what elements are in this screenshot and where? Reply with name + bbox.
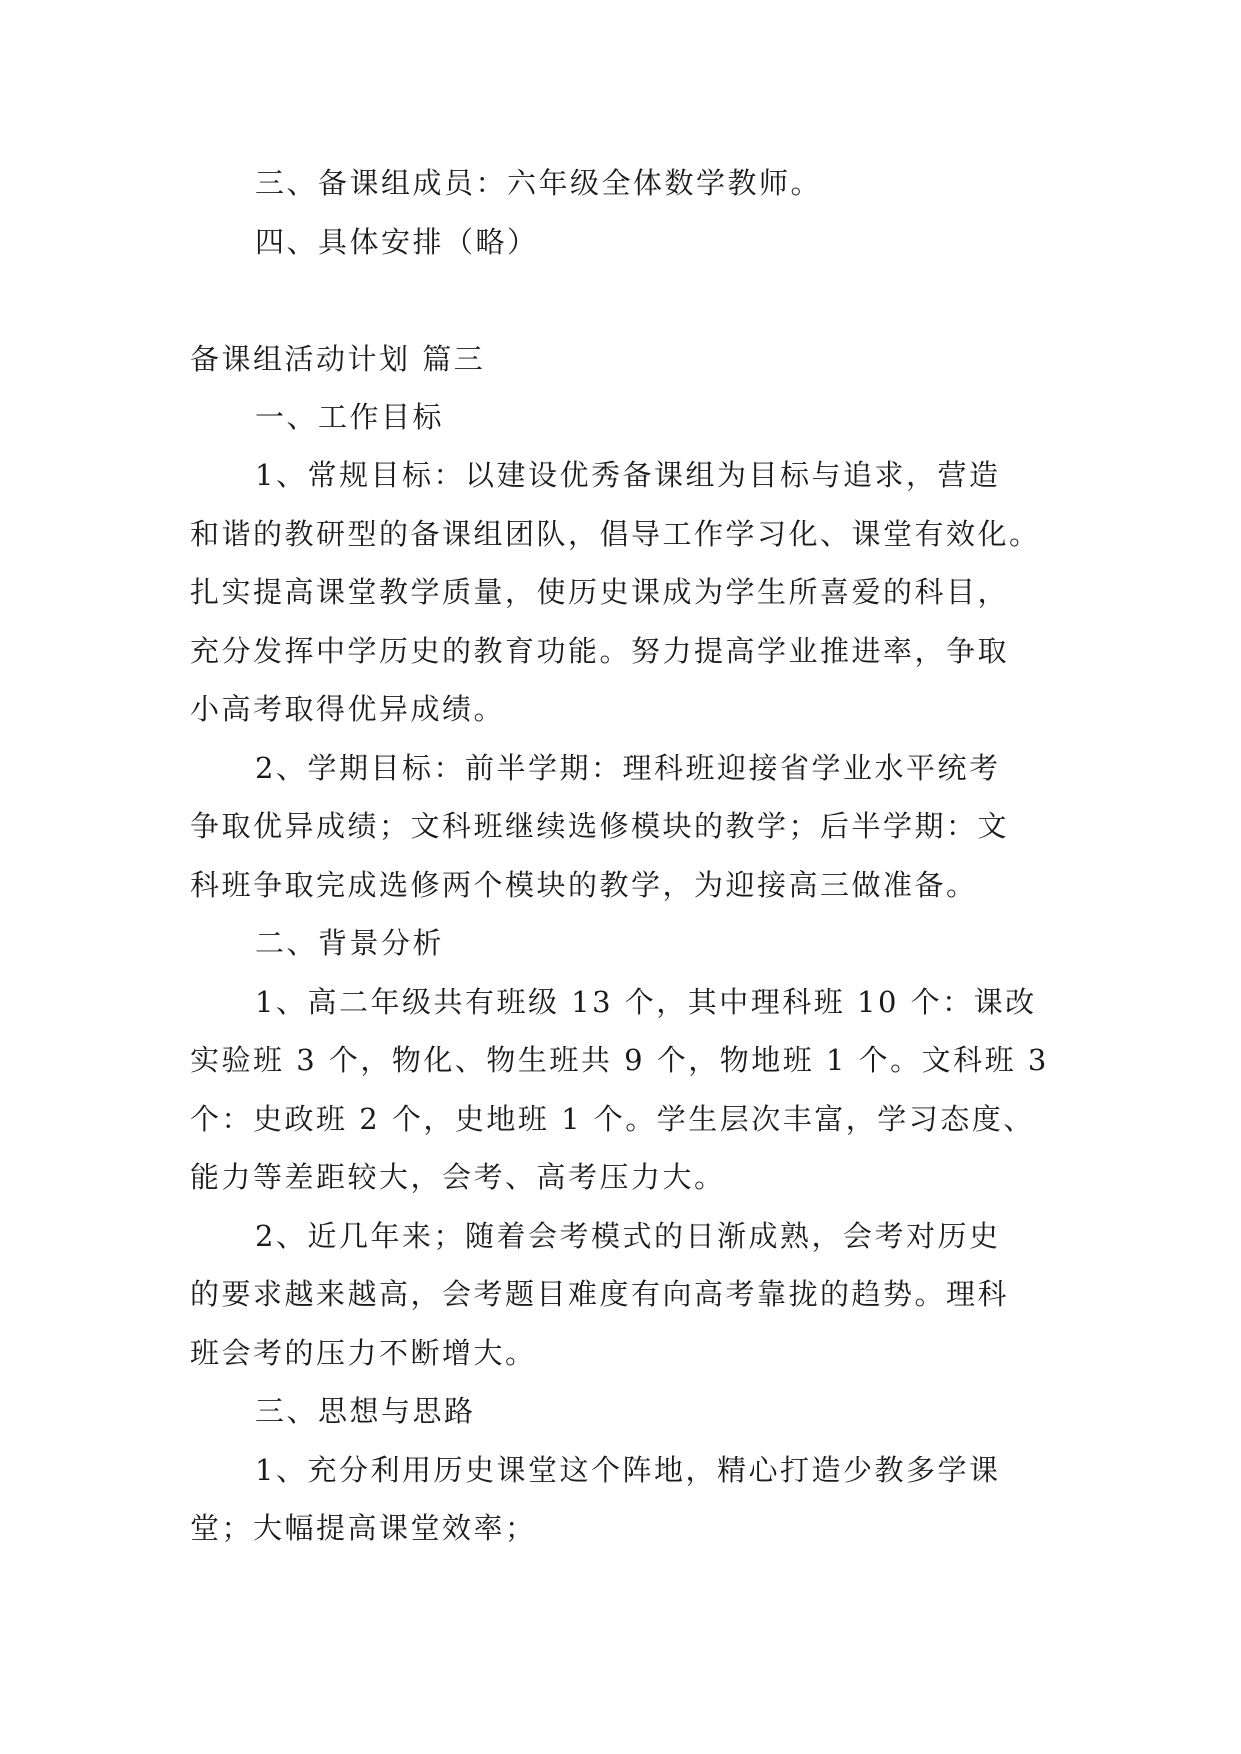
section-heading-background: 二、背景分析 [255,926,445,960]
paragraph-line: 班会考的压力不断增大。 [190,1336,537,1370]
paragraph-line: 和谐的教研型的备课组团队，倡导工作学习化、课堂有效化。 [190,517,1041,551]
paragraph-line: 2、近几年来；随着会考模式的日渐成熟，会考对历史 [255,1219,1001,1253]
paragraph-line: 个：史政班 2 个，史地班 1 个。学生层次丰富，学习态度、 [190,1102,1035,1136]
paragraph-line: 实验班 3 个，物化、物生班共 9 个，物地班 1 个。文科班 3 [190,1043,1049,1077]
paragraph-line: 充分发挥中学历史的教育功能。努力提高学业推进率，争取 [190,634,1010,668]
section-heading-members: 三、备课组成员：六年级全体数学教师。 [255,166,823,200]
paragraph-line: 1、常规目标：以建设优秀备课组为目标与追求，营造 [255,458,1001,492]
paragraph-line: 小高考取得优异成绩。 [190,692,506,726]
paragraph-line: 能力等差距较大，会考、高考压力大。 [190,1160,726,1194]
paragraph-line: 1、高二年级共有班级 13 个，其中理科班 10 个：课改 [255,985,1037,1019]
paragraph-line: 1、充分利用历史课堂这个阵地，精心打造少教多学课 [255,1453,1001,1487]
part-title: 备课组活动计划 篇三 [190,342,486,376]
paragraph-line: 争取优异成绩；文科班继续选修模块的教学；后半学期：文 [190,809,1010,843]
section-heading-arrangement: 四、具体安排（略） [255,225,539,259]
paragraph-line: 堂；大幅提高课堂效率； [190,1511,537,1545]
section-heading-goals: 一、工作目标 [255,400,445,434]
paragraph-line: 2、学期目标：前半学期：理科班迎接省学业水平统考 [255,751,1001,785]
paragraph-line: 的要求越来越高，会考题目难度有向高考靠拢的趋势。理科 [190,1277,1010,1311]
paragraph-line: 扎实提高课堂教学质量，使历史课成为学生所喜爱的科目， [190,575,1010,609]
paragraph-line: 科班争取完成选修两个模块的教学，为迎接高三做准备。 [190,868,978,902]
section-heading-ideas: 三、思想与思路 [255,1394,476,1428]
